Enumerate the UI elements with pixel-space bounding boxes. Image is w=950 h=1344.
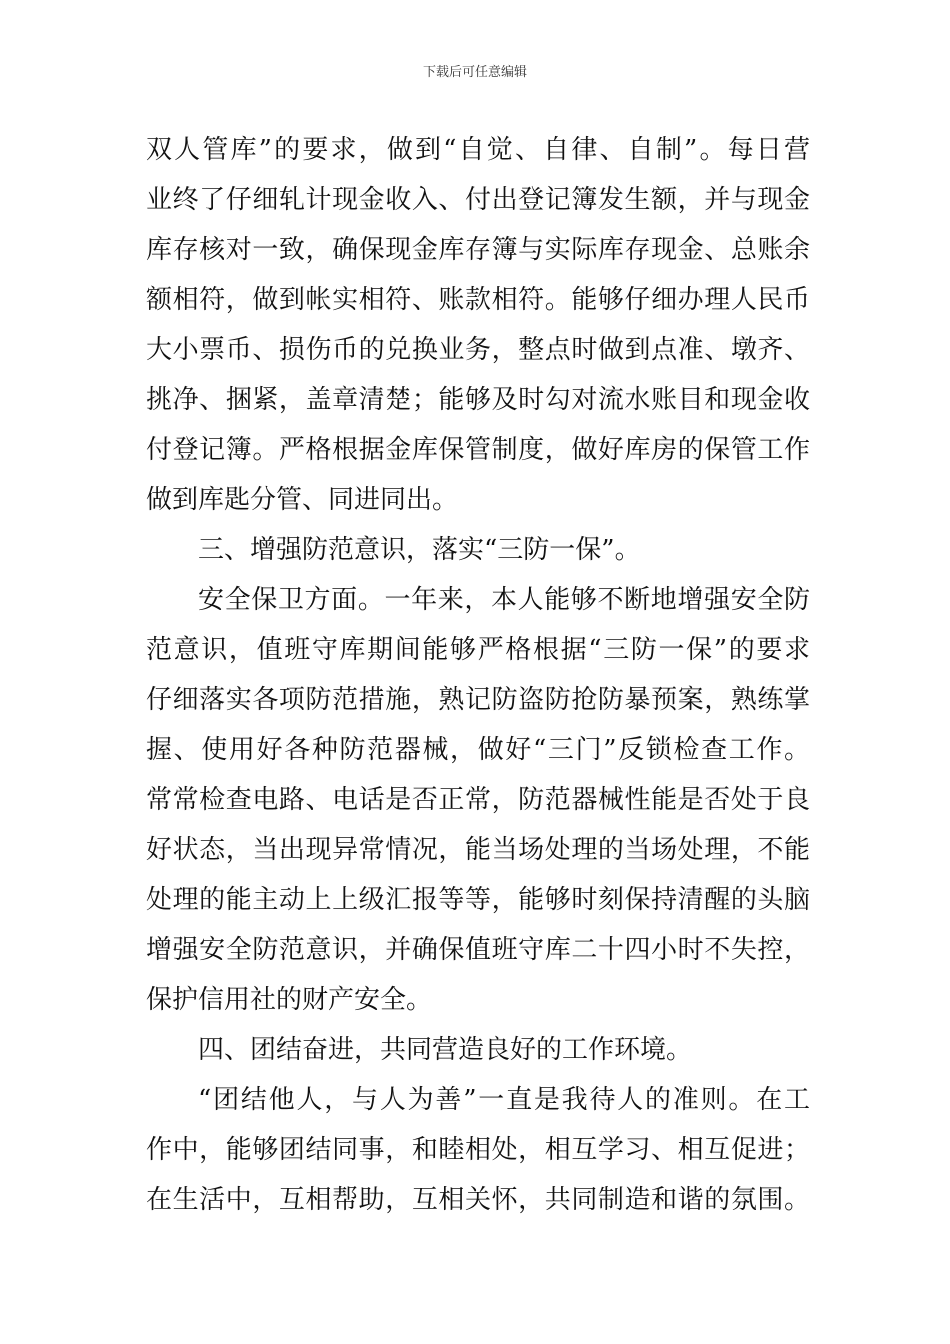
paragraph-security [146, 575, 810, 1025]
text-line: 保护信用社的财产安全。 [146, 985, 433, 1015]
text-line: 仔细落实各项防范措施，熟记防盗防抢防暴预案，熟练掌 [146, 685, 810, 715]
text-line: 双人管库”的要求，做到“自觉、自律、自制”。每日营 [146, 135, 810, 165]
heading-text: 四、团结奋进，共同营造良好的工作环境。 [198, 1035, 693, 1065]
paragraph-cashier-work [146, 125, 810, 525]
text-line: 额相符，做到帐实相符、账款相符。能够仔细办理人民币 [146, 285, 810, 315]
text-line: 作中，能够团结同事，和睦相处，相互学习、相互促进； [146, 1135, 810, 1165]
page-header-note: 下载后可任意编辑 [422, 65, 527, 80]
text-line: 做到库匙分管、同进同出。 [146, 485, 459, 515]
text-line: 常常检查电路、电话是否正常，防范器械性能是否处于良 [146, 785, 810, 815]
text-line: 付登记簿。严格根据金库保管制度，做好库房的保管工作 [146, 435, 810, 465]
text-line: 挑净、捆紧，盖章清楚；能够及时勾对流水账目和现金收 [146, 385, 810, 415]
text-line: 库存核对一致，确保现金库存簿与实际库存现金、总账余 [146, 235, 810, 265]
paragraph-unity [146, 1075, 810, 1225]
text-line: 安全保卫方面。一年来，本人能够不断地增强安全防 [198, 585, 810, 615]
section-heading-security [146, 525, 810, 575]
text-line: 范意识，值班守库期间能够严格根据“三防一保”的要求 [146, 635, 810, 665]
heading-text: 三、增强防范意识，落实“三防一保”。 [198, 535, 641, 565]
text-line: 处理的能主动上上级汇报等等，能够时刻保持清醒的头脑 [146, 885, 810, 915]
document-body [146, 125, 810, 1225]
section-heading-unity [146, 1025, 810, 1075]
text-line: 大小票币、损伤币的兑换业务，整点时做到点准、墩齐、 [146, 335, 810, 365]
text-line: 增强安全防范意识，并确保值班守库二十四小时不失控， [146, 935, 810, 965]
text-line: 握、使用好各种防范器械，做好“三门”反锁检查工作。 [146, 735, 810, 765]
text-line: 在生活中，互相帮助，互相关怀，共同制造和谐的氛围。 [146, 1185, 810, 1215]
text-line: 业终了仔细轧计现金收入、付出登记簿发生额，并与现金 [146, 185, 810, 215]
text-line: 好状态，当出现异常情况，能当场处理的当场处理，不能 [146, 835, 810, 865]
text-line: “团结他人，与人为善”一直是我待人的准则。在工 [198, 1085, 810, 1115]
